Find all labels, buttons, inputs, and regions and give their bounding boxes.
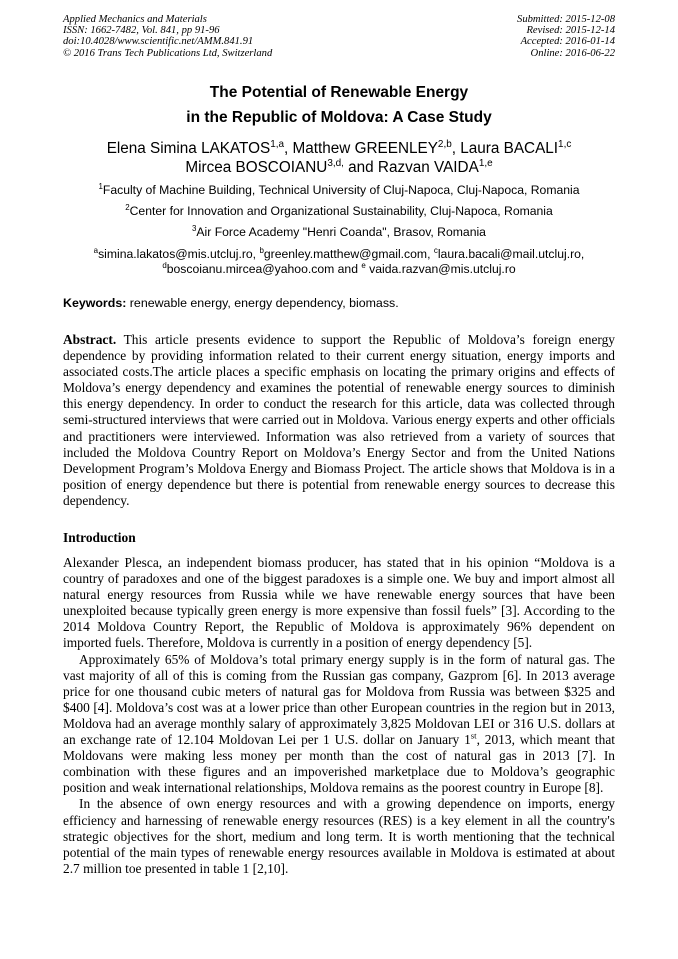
paragraph-text: , 2013, which meant that Moldovans were making less money per month than the cost of natural gas in 2013 [7]. In combination with these figures and an impoverished marketplace due to Moldova’s geographic position and weak international relationships, Moldova remains as the poorest country in Europe [8]. bbox=[63, 732, 616, 796]
authors-line bbox=[0, 139, 678, 158]
affiliation-marker: 1,e bbox=[478, 157, 493, 169]
separator: and bbox=[343, 159, 378, 176]
email-address: laura.bacali@mail.utcluj.ro, bbox=[437, 247, 585, 261]
affiliation-2 bbox=[0, 204, 678, 219]
dates-info bbox=[517, 14, 615, 59]
affiliation-1 bbox=[0, 183, 678, 198]
journal-name: Applied Mechanics and Materials bbox=[63, 14, 207, 25]
abstract-text: This article presents evidence to support the Republic of Moldova’s foreign energy dependence by providing information related to their current energy situation, energy imports and associated costs.The article places a specific emphasis on locating the primary origins and effects of Moldova’s energy dependency and examines the potential of renewable energy sources to diminish this energy dependency. In order to conduct the research for this article, data was collected through semi-structured interviews that were carried out in Moldova. Various energy experts and other officials and practitioners were interviewed. Information was also retrieved from a variety of sources that included the Moldova Country Report on Moldova’s Energy Sector and from the United Nations Development Program’s Moldova Energy and Biomass Project. The article shows that Moldova is in a position of energy dependence but there is potential from renewable energy sources to decrease this dependency. bbox=[63, 332, 615, 508]
author-name: Matthew GREENLEY bbox=[292, 140, 438, 157]
submitted-date: Submitted: 2015-12-08 bbox=[517, 14, 615, 25]
separator: , bbox=[451, 140, 461, 157]
title-line: in the Republic of Moldova: A Case Study bbox=[186, 109, 492, 126]
affiliation-marker: d bbox=[162, 260, 167, 270]
affiliation-marker: 2,b bbox=[437, 138, 452, 150]
paragraph: In the absence of own energy resources and with a growing dependence on imports, energy efficiency and harnessing of renewable energy resources (RES) is a key element in all the country's strategic objectives for the short, medium and long term. It is worth mentioning that the technical potential of the main types of renewable energy resources available in Moldova is estimated at about 2.7 million toe presented in table 1 [2,10]. bbox=[63, 796, 615, 876]
affiliation-text: Air Force Academy "Henri Coanda", Brasov, Romania bbox=[196, 225, 486, 239]
affiliation-marker: b bbox=[259, 245, 264, 255]
author-name: Laura BACALI bbox=[460, 140, 559, 157]
emails-line bbox=[0, 247, 678, 262]
affiliation-3 bbox=[0, 225, 678, 240]
affiliation-marker: 1 bbox=[98, 181, 103, 191]
affiliation-marker: 3,d, bbox=[327, 157, 344, 169]
issn: ISSN: 1662-7482, Vol. 841, pp 91-96 bbox=[63, 25, 220, 37]
paragraph-text: Approximately 65% of Moldova’s total primary energy supply is in the form of natural gas. The vast majority of all of this is coming from the Russian gas company, Gazprom [6]. In 2013 average price for one thousand cubic meters of natural gas for Moldova from Russia was between $325 and $400 [4]. Moldova’s cost was at a lower price than other European countries in the region but in 2013, Moldova had an average monthly salary of approximately 3,825 Moldovan LEI or 316 U.S. dollars at an exchange rate of 12.104 Moldovan Lei per 1 U.S. dollar on January 1 bbox=[63, 651, 615, 748]
title-line: The Potential of Renewable Energy bbox=[209, 84, 469, 101]
copyright: © 2016 Trans Tech Publications Ltd, Switzerland bbox=[63, 47, 273, 59]
separator: , bbox=[284, 140, 293, 157]
paragraph: Alexander Plesca, an independent biomass producer, has stated that in his opinion “Moldova is a country of paradoxes and one of the biggest paradoxes is a simple one. We buy and import almost all natural energy resources from Russia while we have renewable energy sources that have been unexploited because typically green energy is more expensive than fossil fuels” [3]. According to the 2014 Moldova Country Report, the Republic of Moldova is approximately 96% dependent on imported fuels. Therefore, Moldova is currently in a position of energy dependency [5]. bbox=[63, 555, 615, 651]
author-name: Razvan VAIDA bbox=[377, 159, 479, 176]
paper-title bbox=[0, 80, 678, 130]
affiliation-marker: 2 bbox=[125, 202, 130, 212]
email-address: vaida.razvan@mis.utcluj.ro bbox=[365, 262, 516, 276]
emails bbox=[0, 247, 678, 277]
abstract bbox=[63, 332, 615, 509]
ordinal-suffix: st bbox=[470, 730, 477, 741]
affiliation-marker: e bbox=[361, 260, 366, 270]
author-name: Mircea BOSCOIANU bbox=[185, 159, 328, 176]
keywords-label: Keywords: bbox=[63, 296, 127, 310]
author-name: Elena Simina LAKATOS bbox=[106, 140, 271, 157]
email-address: simina.lakatos@mis.utcluj.ro, bbox=[98, 247, 260, 261]
journal-info bbox=[63, 14, 272, 59]
affiliation-text: Faculty of Machine Building, Technical University of Cluj-Napoca, Cluj-Napoca, Romania bbox=[102, 183, 580, 197]
authors-line bbox=[0, 158, 678, 177]
doi: doi:10.4028/www.scientific.net/AMM.841.91 bbox=[63, 36, 254, 48]
emails-line bbox=[0, 262, 678, 277]
online-date: Online: 2016-06-22 bbox=[530, 47, 615, 59]
introduction-body bbox=[63, 555, 615, 877]
email-address: greenley.matthew@gmail.com, bbox=[263, 247, 434, 261]
revised-date: Revised: 2015-12-14 bbox=[526, 25, 615, 37]
authors bbox=[0, 139, 678, 177]
affiliation-text: Center for Innovation and Organizational Sustainability, Cluj-Napoca, Romania bbox=[129, 204, 553, 218]
section-heading-introduction: Introduction bbox=[63, 530, 136, 545]
accepted-date: Accepted: 2016-01-14 bbox=[520, 36, 615, 48]
keywords-text: renewable energy, energy dependency, biomass. bbox=[126, 296, 399, 310]
affiliation-marker: 3 bbox=[192, 223, 197, 233]
affiliation-marker: a bbox=[93, 245, 99, 255]
affiliation-marker: c bbox=[433, 245, 438, 255]
affiliation-marker: 1,a bbox=[270, 138, 285, 150]
paragraph bbox=[63, 652, 615, 797]
abstract-label: Abstract. bbox=[63, 332, 117, 347]
affiliation-marker: 1,c bbox=[558, 138, 572, 150]
keywords bbox=[63, 296, 399, 310]
email-address: boscoianu.mircea@yahoo.com and bbox=[166, 262, 362, 276]
